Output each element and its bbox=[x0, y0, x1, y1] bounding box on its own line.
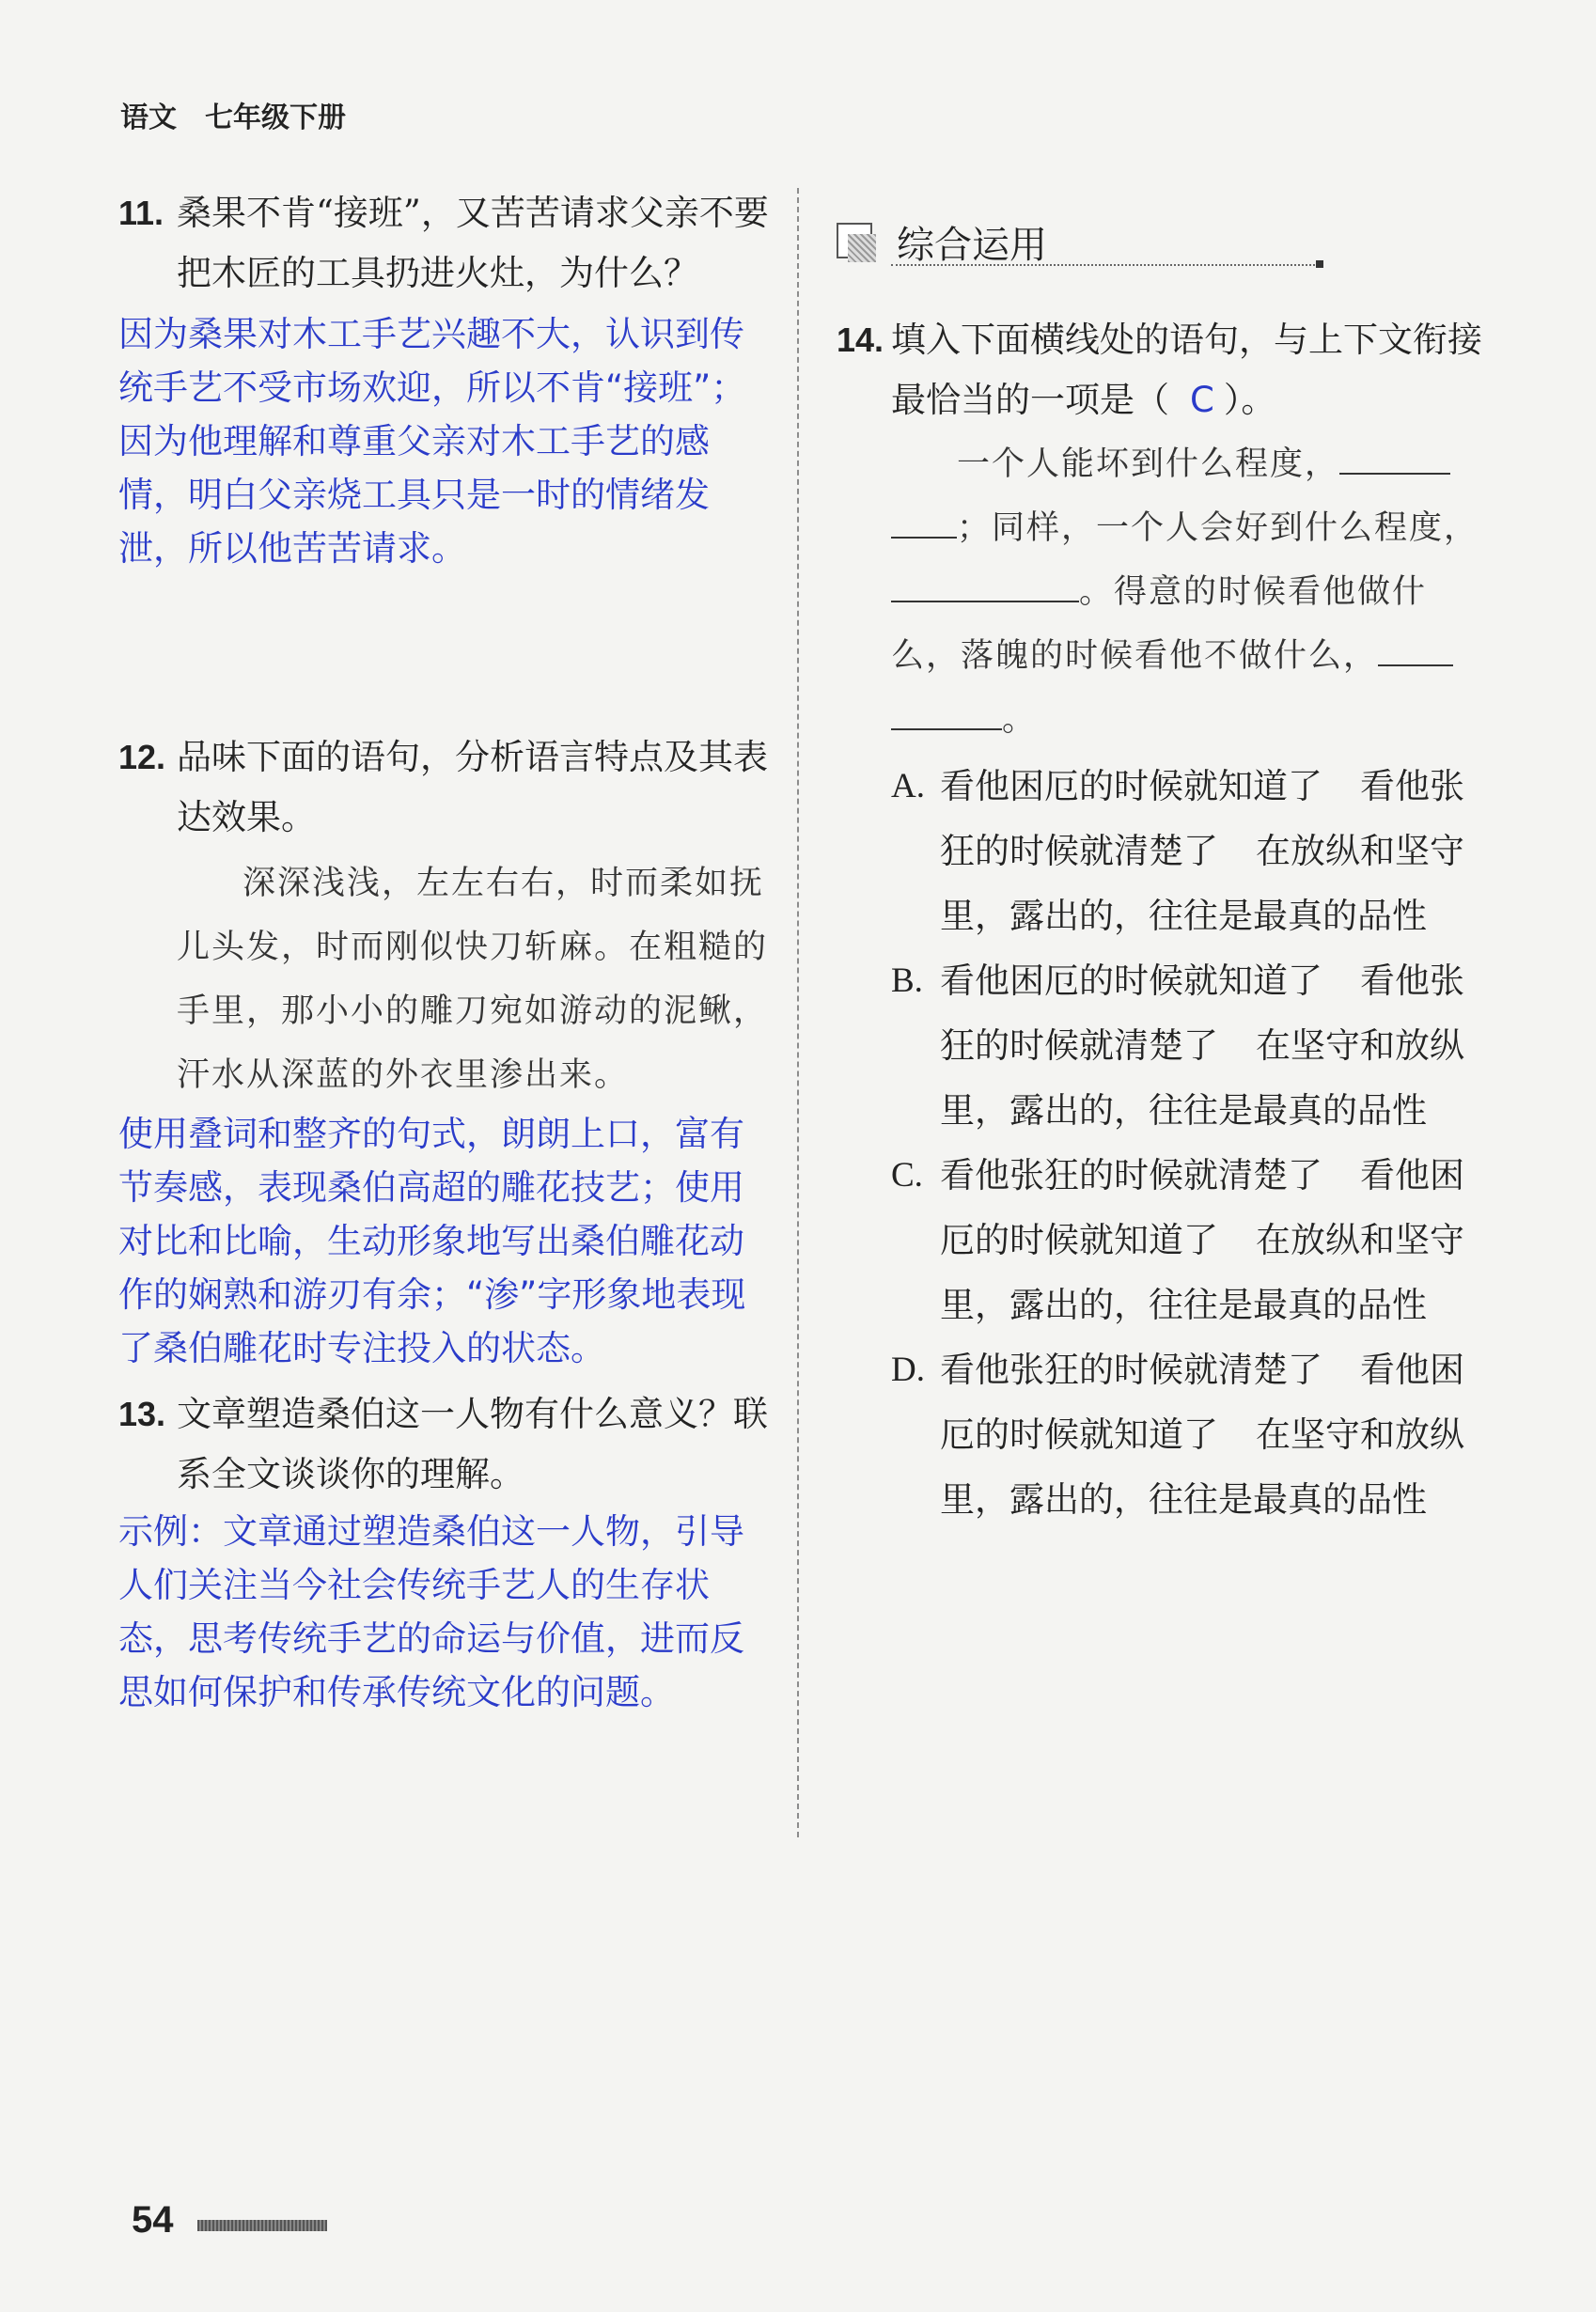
blank-3 bbox=[1378, 632, 1453, 666]
blank-1-cont bbox=[891, 504, 957, 539]
section-icon bbox=[837, 223, 872, 258]
question-text: 品味下面的语句，分析语言特点及其表达效果。 bbox=[177, 737, 768, 837]
question-13 bbox=[118, 1384, 776, 1505]
question-12 bbox=[118, 727, 776, 848]
answer-11: 因为桑果对木工手艺兴趣不大，认识到传统手艺不受市场欢迎，所以不肯“接班”；因为他理解和尊重父亲对木工手艺的感情，明白父亲烧工具只是一时的情绪发泄，所以他苦苦请求。 bbox=[118, 314, 746, 569]
question-11 bbox=[118, 183, 776, 304]
column-divider bbox=[797, 188, 799, 1837]
blank-2 bbox=[891, 568, 1079, 602]
option-a: A. 看他困厄的时候就知道了 看他张狂的时候就清楚了 在放纵和坚守里，露出的，往往是最真的品性 bbox=[891, 766, 1464, 936]
option-c: C. 看他张狂的时候就清楚了 看他困厄的时候就知道了 在放纵和坚守里，露出的，往往是最真的品性 bbox=[891, 1155, 1464, 1325]
option-b: B. 看他困厄的时候就知道了 看他张狂的时候就清楚了 在坚守和放纵里，露出的，往往是最真的品性 bbox=[891, 961, 1464, 1131]
answer-letter: C bbox=[1190, 380, 1214, 420]
section-title: 综合运用 bbox=[897, 224, 1047, 267]
page-header bbox=[120, 94, 346, 135]
blank-1 bbox=[1339, 440, 1450, 475]
option-d: D. 看他张狂的时候就清楚了 看他困厄的时候就知道了 在坚守和放纵里，露出的，往往是最真的品性 bbox=[891, 1350, 1464, 1520]
section-heading bbox=[837, 211, 1325, 268]
section-rule bbox=[891, 264, 1319, 266]
grade-label: 七年级下册 bbox=[205, 102, 346, 134]
answer-12: 使用叠词和整齐的句式，朗朗上口，富有节奏感，表现桑伯高超的雕花技艺；使用对比和比喻，生动形象地写出桑伯雕花动作的娴熟和游刃有余；“渗”字形象地表现了桑伯雕花时专注投入的状态。 bbox=[118, 1114, 746, 1368]
page-number: 54 bbox=[132, 2199, 174, 2241]
answer-13: 示例：文章通过塑造桑伯这一人物，引导人们关注当今社会传统手艺人的生存状态，思考传统手艺的命运与价值，进而反思如何保护和传承传统文化的问题。 bbox=[118, 1511, 744, 1712]
left-column bbox=[118, 183, 776, 1719]
question-number: 14. bbox=[837, 320, 884, 359]
question-number: 13. bbox=[118, 1395, 166, 1433]
question-text: 桑果不肯“接班”，又苦苦请求父亲不要把木匠的工具扔进火灶，为什么？ bbox=[177, 193, 769, 293]
footer-bar bbox=[197, 2220, 327, 2231]
section-rule-end bbox=[1316, 260, 1323, 268]
question-number: 11. bbox=[118, 194, 164, 232]
blank-3-cont bbox=[891, 695, 1002, 730]
options-list bbox=[837, 754, 1485, 1532]
quoted-passage: 深深浅浅，左左右右，时而柔如抚儿头发，时而刚似快刀斩麻。在粗糙的手里，那小小的雕刀宛如游动的泥鳅，汗水从深蓝的外衣里渗出来。 bbox=[177, 865, 769, 1094]
subject-label: 语文 bbox=[120, 102, 177, 134]
right-column bbox=[837, 310, 1485, 1532]
question-text: 文章塑造桑伯这一人物有什么意义？联系全文谈谈你的理解。 bbox=[177, 1394, 768, 1494]
question-number: 12. bbox=[118, 738, 166, 776]
fill-passage: 一个人能坏到什么程度， ；同样，一个人会好到什么程度， 。得意的时候看他做什么，落魄的时候看他不做什么， 。 bbox=[837, 432, 1485, 752]
question-14 bbox=[837, 310, 1485, 430]
question-text: 填入下面横线处的语句，与上下文衔接最恰当的一项是（ C ）。 bbox=[891, 320, 1482, 420]
